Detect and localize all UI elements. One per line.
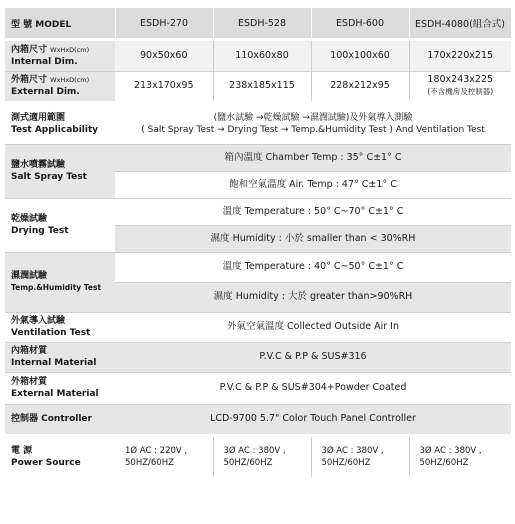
ventilation-label-cn: 外氣導入試驗 bbox=[11, 316, 66, 326]
power-row bbox=[5, 437, 511, 477]
internal-material-label-cn: 內箱材質 bbox=[11, 346, 48, 356]
internal-material-label bbox=[5, 342, 115, 372]
power-4-voltage: 3Ø AC : 380V , bbox=[419, 446, 482, 456]
ventilation-label-en: Ventilation Test bbox=[11, 328, 91, 338]
applicability-label-cn: 測式適用範圍 bbox=[11, 112, 66, 123]
ventilation-row bbox=[5, 312, 511, 342]
external-dim-row bbox=[5, 71, 511, 101]
power-3-frequency: 50HZ/60HZ bbox=[321, 458, 371, 468]
power-3 bbox=[311, 437, 409, 477]
power-2-frequency: 50HZ/60HZ bbox=[223, 458, 273, 468]
salt-spray-chamber-temp: 箱內溫度 Chamber Temp : 35° C±1° C bbox=[115, 144, 511, 171]
power-1-voltage: 1Ø AC : 220V , bbox=[125, 446, 188, 456]
internal-dim-label-cn: 內箱尺寸 bbox=[11, 44, 48, 55]
external-dim-4-value: 180x243x225 bbox=[427, 74, 494, 86]
internal-material-label-en: Internal Material bbox=[11, 358, 97, 368]
internal-dim-4: 170x220x215 bbox=[409, 41, 511, 71]
internal-dim-label bbox=[5, 41, 115, 71]
power-3-voltage: 3Ø AC : 380V , bbox=[321, 446, 384, 456]
power-2-voltage: 3Ø AC : 380V , bbox=[223, 446, 286, 456]
salt-spray-label-en: Salt Spray Test bbox=[11, 172, 87, 182]
external-dim-note: (不含機房及控制器) bbox=[427, 87, 494, 97]
external-material-row bbox=[5, 372, 511, 404]
ventilation-label bbox=[5, 312, 115, 342]
applicability-line-en: ( Salt Spray Test → Drying Test → Temp.&Humidity Test ) And Ventilation Test bbox=[141, 124, 485, 135]
power-1-frequency: 50HZ/60HZ bbox=[125, 458, 174, 468]
humidity-row-1 bbox=[5, 252, 511, 282]
power-4 bbox=[409, 437, 511, 477]
salt-spray-air-temp: 飽和空氣溫度 Air. Temp : 47° C±1° C bbox=[115, 171, 511, 198]
power-2 bbox=[213, 437, 311, 477]
power-label bbox=[5, 437, 115, 477]
applicability-label bbox=[5, 104, 115, 144]
power-label-cn: 電 源 bbox=[11, 446, 33, 456]
external-dim-label-cn: 外箱尺寸 bbox=[11, 75, 48, 86]
drying-humidity: 濕度 Humidity : 小於 smaller than < 30%RH bbox=[115, 225, 511, 252]
applicability-line-cn: (鹽水試驗 →乾燥試驗 →濕潤試驗)及外氣導入測驗 bbox=[213, 112, 413, 123]
controller-value: LCD-9700 5.7" Color Touch Panel Controller bbox=[115, 404, 511, 434]
external-dim-2: 238x185x115 bbox=[213, 71, 311, 101]
external-material-label-en: External Material bbox=[11, 389, 99, 399]
power-4-frequency: 50HZ/60HZ bbox=[419, 458, 469, 468]
drying-label bbox=[5, 198, 115, 252]
internal-dim-row bbox=[5, 41, 511, 71]
humidity-humidity: 濕度 Humidity : 大於 greater than>90%RH bbox=[115, 282, 511, 312]
controller-label: 控制器 Controller bbox=[5, 404, 115, 434]
humidity-label bbox=[5, 252, 115, 312]
internal-material-row bbox=[5, 342, 511, 372]
applicability-row bbox=[5, 104, 511, 144]
salt-spray-label bbox=[5, 144, 115, 198]
model-label: 型 號 MODEL bbox=[5, 8, 115, 38]
humidity-temperature: 溫度 Temperature : 40° C~50° C±1° C bbox=[115, 252, 511, 282]
ventilation-value: 外氣空氣溫度 Collected Outside Air In bbox=[115, 312, 511, 342]
external-dim-label-en: External Dim. bbox=[11, 87, 80, 98]
spec-sheet bbox=[5, 8, 511, 477]
external-material-value: P.V.C & P.P & SUS#304+Powder Coated bbox=[115, 372, 511, 404]
model-2: ESDH-528 bbox=[213, 8, 311, 38]
internal-dim-3: 100x100x60 bbox=[311, 41, 409, 71]
applicability-label-en: Test Applicability bbox=[11, 124, 99, 135]
external-dim-4 bbox=[409, 71, 511, 101]
external-dim-3: 228x212x95 bbox=[311, 71, 409, 101]
drying-row-1 bbox=[5, 198, 511, 225]
spec-table bbox=[5, 8, 512, 477]
external-material-label bbox=[5, 372, 115, 404]
drying-label-en: Drying Test bbox=[11, 226, 69, 236]
applicability-value bbox=[115, 104, 511, 144]
power-1 bbox=[115, 437, 213, 477]
power-label-en: Power Source bbox=[11, 458, 81, 468]
internal-dim-unit: WxHxD(cm) bbox=[50, 45, 90, 54]
external-dim-unit: WxHxD(cm) bbox=[50, 76, 90, 85]
header-row bbox=[5, 8, 511, 38]
humidity-label-cn: 濕潤試驗 bbox=[11, 271, 48, 281]
controller-row bbox=[5, 404, 511, 434]
drying-temperature: 溫度 Temperature : 50° C~70° C±1° C bbox=[115, 198, 511, 225]
model-4: ESDH-4080(組合式) bbox=[409, 8, 511, 38]
external-material-label-cn: 外箱材質 bbox=[11, 377, 48, 387]
model-3: ESDH-600 bbox=[311, 8, 409, 38]
external-dim-1: 213x170x95 bbox=[115, 71, 213, 101]
internal-dim-2: 110x60x80 bbox=[213, 41, 311, 71]
external-dim-label bbox=[5, 71, 115, 101]
internal-dim-label-en: Internal Dim. bbox=[11, 56, 78, 67]
salt-spray-label-cn: 鹽水噴霧試驗 bbox=[11, 160, 66, 170]
drying-label-cn: 乾燥試驗 bbox=[11, 214, 48, 224]
salt-spray-row-1 bbox=[5, 144, 511, 171]
model-1: ESDH-270 bbox=[115, 8, 213, 38]
internal-material-value: P.V.C & P.P & SUS#316 bbox=[115, 342, 511, 372]
humidity-label-en: Temp.&Humidity Test bbox=[11, 283, 102, 292]
internal-dim-1: 90x50x60 bbox=[115, 41, 213, 71]
